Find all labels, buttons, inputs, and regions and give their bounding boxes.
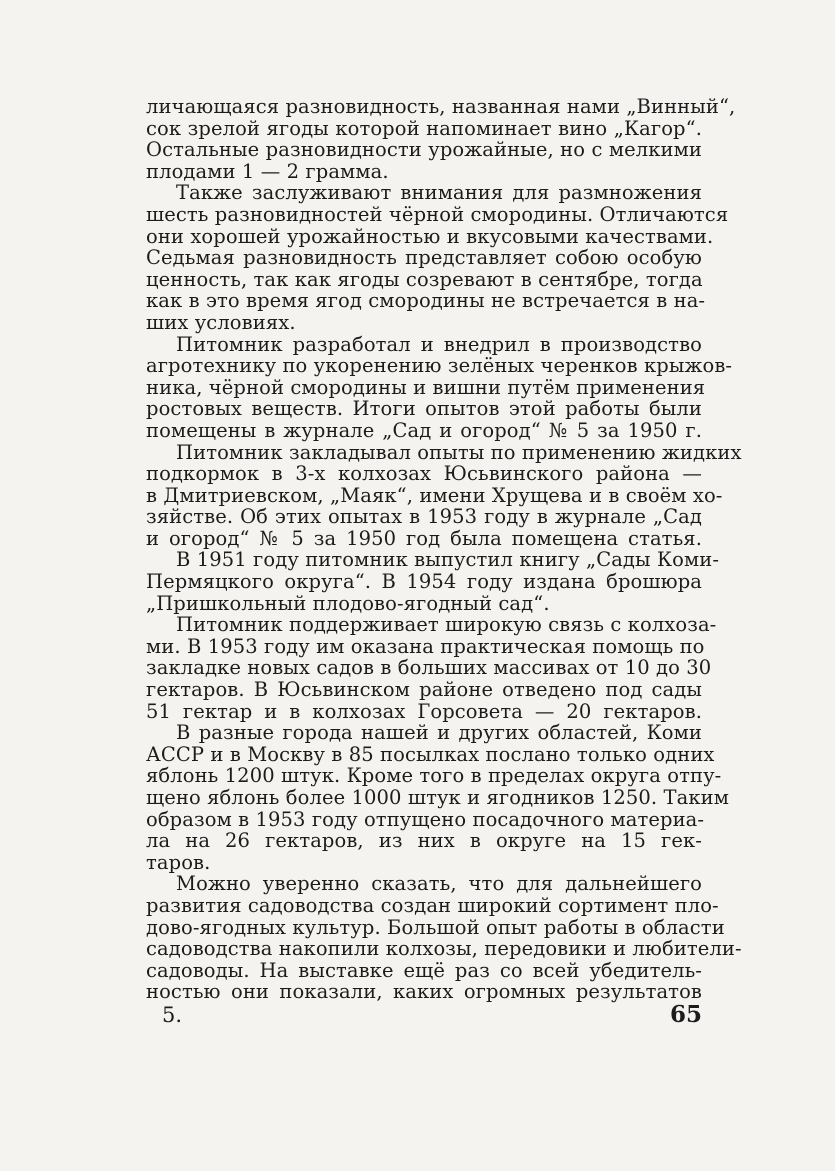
paragraph-4 (146, 440, 742, 550)
paragraph-1 (146, 95, 736, 183)
text-line: сок зрелой ягоды которой напоминает вино „Кагор“. (146, 116, 702, 140)
printer-signature-mark: 5. (162, 1003, 183, 1027)
text-line: ника, чёрной смородины и вишни путём применения (146, 375, 706, 399)
text-line: ми. В 1953 году им оказана практическая помощь по (146, 634, 705, 658)
text-line: Питомник разработал и внедрил в производство (176, 332, 702, 356)
text-line: в Дмитриевском, „Маяк“, имени Хрущева и в своём хо- (146, 483, 723, 507)
text-line: как в это время ягод смородины не встречается в на- (146, 289, 706, 313)
text-line: помещены в журнале „Сад и огород“ № 5 за 1950 г. (146, 418, 702, 442)
text-line: садоводы. На выставке ещё раз со всей убедитель- (146, 958, 702, 982)
text-line: шесть разновидностей чёрной смородины. Отличаются (146, 202, 729, 226)
text-line: Пермяцкого округа“. В 1954 году издана брошюра (146, 570, 702, 594)
text-line: гектаров. В Юсьвинском районе отведено под сады (146, 678, 702, 702)
text-line: Можно уверенно сказать, что для дальнейшего (176, 872, 702, 896)
text-line: „Пришкольный плодово-ягодный сад“. (146, 591, 550, 615)
text-line: ших условиях. (146, 310, 296, 334)
text-line: Питомник поддерживает широкую связь с колхоза- (176, 613, 717, 637)
paragraph-8 (146, 872, 742, 1004)
paragraph-3 (146, 332, 733, 442)
text-line: плодами 1 — 2 грамма. (146, 159, 389, 183)
text-line: развития садоводства создан широкий сортимент пло- (146, 893, 719, 917)
paragraph-6 (146, 613, 717, 723)
text-line: ростовых веществ. Итоги опытов этой работы были (146, 397, 702, 421)
text-line: ла на 26 гектаров, из них в округе на 15 гек- (146, 829, 702, 853)
text-line: ностью они показали, каких огромных результатов (146, 980, 702, 1004)
text-line: они хорошей урожайностью и вкусовыми качествами. (146, 224, 714, 248)
text-line: Седьмая разновидность представляет собою особую (146, 246, 702, 270)
paragraph-5 (146, 548, 720, 615)
text-line: АССР и в Москву в 85 посылках послано только одних (146, 742, 715, 766)
text-line: ценность, так как ягоды созревают в сентябре, тогда (146, 267, 703, 291)
text-line: таров. (146, 850, 211, 874)
text-line: яблонь 1200 штук. Кроме того в пределах округа отпу- (146, 764, 722, 788)
text-line: подкормок в 3-х колхозах Юсьвинского района — (146, 462, 702, 486)
text-line: Остальные разновидности урожайные, но с мелкими (146, 138, 702, 162)
text-line: личающаяся разновидность, названная нами „Винный“, (146, 95, 736, 118)
text-line: садоводства накопили колхозы, передовики и любители- (146, 937, 742, 961)
text-line: Питомник закладывал опыты по применению жидких (176, 440, 742, 464)
text-line: зяйстве. Об этих опытах в 1953 году в журнале „Сад (146, 505, 702, 529)
text-line: 51 гектар и в колхозах Горсовета — 20 гектаров. (146, 699, 702, 723)
text-line: Также заслуживают внимания для размножения (176, 181, 702, 205)
text-line: щено яблонь более 1000 штук и ягодников 1250. Таким (146, 786, 729, 809)
text-line: и огород“ № 5 за 1950 год была помещена статья. (146, 526, 702, 550)
text-line: образом в 1953 году отпущено посадочного материа- (146, 807, 705, 831)
page-footer (146, 1000, 702, 1030)
text-column (146, 95, 742, 1004)
text-line: закладке новых садов в больших массивах от 10 до 30 (146, 656, 712, 680)
text-line: агротехнику по укоренению зелёных черенков крыжов- (146, 354, 733, 378)
text-line: дово-ягодных культур. Большой опыт работы в области (146, 915, 725, 939)
text-line: В 1951 году питомник выпустил книгу „Сады Коми- (176, 548, 720, 572)
text-line: В разные города нашей и других областей, Коми (176, 721, 702, 745)
paragraph-2 (146, 181, 729, 334)
paragraph-7 (146, 721, 729, 874)
page-number: 65 (669, 1001, 702, 1028)
